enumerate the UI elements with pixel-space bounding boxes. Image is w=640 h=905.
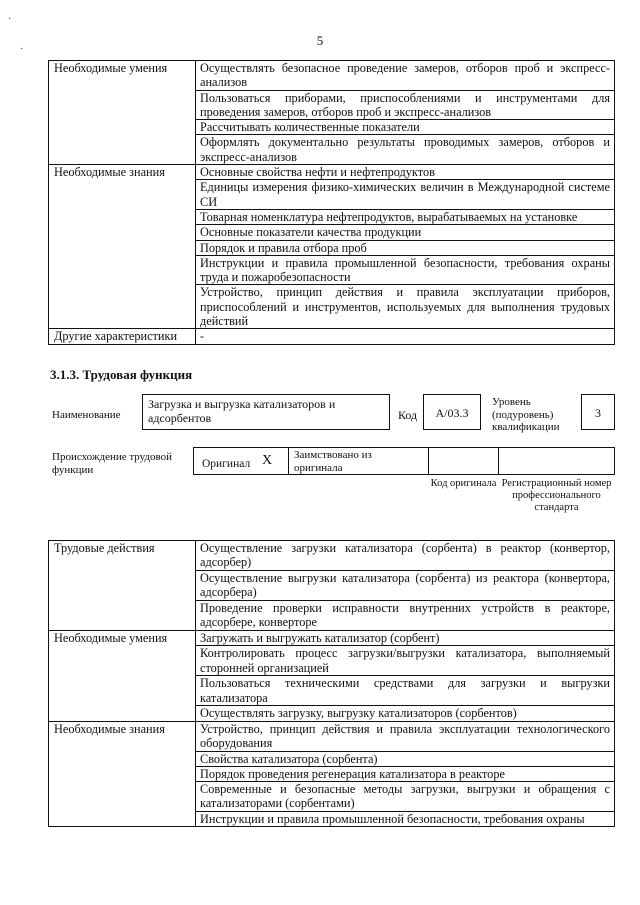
row-item: Современные и безопасные методы загрузки, выгрузки и обращения с катализаторами (сорбентами) xyxy=(196,782,615,812)
row-item: Единицы измерения физико-химических величин в Международной системе СИ xyxy=(196,180,615,210)
scan-mark: · xyxy=(8,14,12,25)
row-item: Товарная номенклатура нефтепродуктов, вырабатываемых на установке xyxy=(196,209,615,224)
code-value-box xyxy=(423,394,481,430)
requirements-table-1 xyxy=(48,60,615,345)
row-item: Свойства катализатора (сорбента) xyxy=(196,751,615,766)
row-item: Пользоваться техническими средствами для загрузки и выгрузки катализатора xyxy=(196,676,615,706)
original-label: Оригинал xyxy=(202,458,251,470)
row-item: Осуществлять загрузку, выгрузку катализаторов (сорбентов) xyxy=(196,706,615,721)
name-label: Наименование xyxy=(52,409,121,421)
table-row xyxy=(49,721,615,751)
table-row xyxy=(49,631,615,646)
row-key: Необходимые умения xyxy=(49,61,196,165)
row-item: Оформлять документально результаты проводимых замеров, отборов и экспресс-анализов xyxy=(196,135,615,165)
code-label: Код xyxy=(398,408,418,422)
row-key: Необходимые умения xyxy=(49,631,196,722)
row-item: Порядок проведения регенерация катализатора в реакторе xyxy=(196,766,615,781)
table-row xyxy=(49,329,615,344)
row-item: Пользоваться приборами, приспособлениями и инструментами для проведения замеров, отборов проб и экспресс-анализов xyxy=(196,90,615,120)
reg-number-box xyxy=(498,447,615,475)
level-value-box xyxy=(581,394,615,430)
row-item: Осуществление выгрузки катализатора (сорбента) из реактора (конвертора, адсорбера) xyxy=(196,571,615,601)
level-value: 3 xyxy=(595,406,601,420)
table-row xyxy=(49,165,615,180)
reg-number-label: Регистрационный номер профессионального стандарта xyxy=(501,478,612,513)
borrowed-label: Заимствовано из оригинала xyxy=(294,449,372,474)
row-key: Необходимые знания xyxy=(49,721,196,827)
name-value-box xyxy=(142,394,390,430)
name-value: Загрузка и выгрузка катализаторов и адсорбентов xyxy=(148,397,336,425)
row-item: Осуществление загрузки катализатора (сорбента) в реактор (конвертор, адсорбер) xyxy=(196,541,615,571)
row-item: Контролировать процесс загрузки/выгрузки катализатора, выполняемый сторонней организацией xyxy=(196,646,615,676)
row-item: Устройство, принцип действия и правила эксплуатации приборов, приспособлений и инструментов, используемых для выполнения трудовых действий xyxy=(196,285,615,329)
original-mark: X xyxy=(262,453,273,468)
row-key: Трудовые действия xyxy=(49,541,196,631)
page-number: 5 xyxy=(316,33,324,48)
origin-original-box xyxy=(193,447,289,475)
table-row xyxy=(49,541,615,571)
row-item: Рассчитывать количественные показатели xyxy=(196,120,615,135)
row-item: - xyxy=(196,329,615,344)
table-row xyxy=(49,61,615,91)
row-item: Порядок и правила отбора проб xyxy=(196,240,615,255)
row-key: Необходимые знания xyxy=(49,165,196,329)
row-item: Проведение проверки исправности внутренних устройств в реакторе, адсорбере, конверторе xyxy=(196,601,615,631)
row-item: Загружать и выгружать катализатор (сорбент) xyxy=(196,631,615,646)
origin-code-label: Код оригинала xyxy=(430,478,497,489)
row-item: Основные показатели качества продукции xyxy=(196,225,615,240)
origin-label: Происхождение трудовой функции xyxy=(52,451,173,476)
code-value: A/03.3 xyxy=(435,406,469,420)
row-key: Другие характеристики xyxy=(49,329,196,344)
row-item: Инструкции и правила промышленной безопасности, требования охраны труда и пожаробезопасности xyxy=(196,255,615,285)
row-item: Инструкции и правила промышленной безопасности, требования охраны xyxy=(196,812,615,827)
origin-code-box xyxy=(428,447,499,475)
scan-mark: · xyxy=(20,44,24,55)
level-label: Уровень (подуровень) квалификации xyxy=(492,396,560,433)
row-item: Осуществлять безопасное проведение замеров, отборов проб и экспресс-анализов xyxy=(196,61,615,91)
section-title: 3.1.3. Трудовая функция xyxy=(50,367,193,382)
row-item: Устройство, принцип действия и правила эксплуатации технологического оборудования xyxy=(196,721,615,751)
row-item: Основные свойства нефти и нефтепродуктов xyxy=(196,165,615,180)
requirements-table-2 xyxy=(48,540,615,827)
borrowed-box xyxy=(288,447,429,475)
